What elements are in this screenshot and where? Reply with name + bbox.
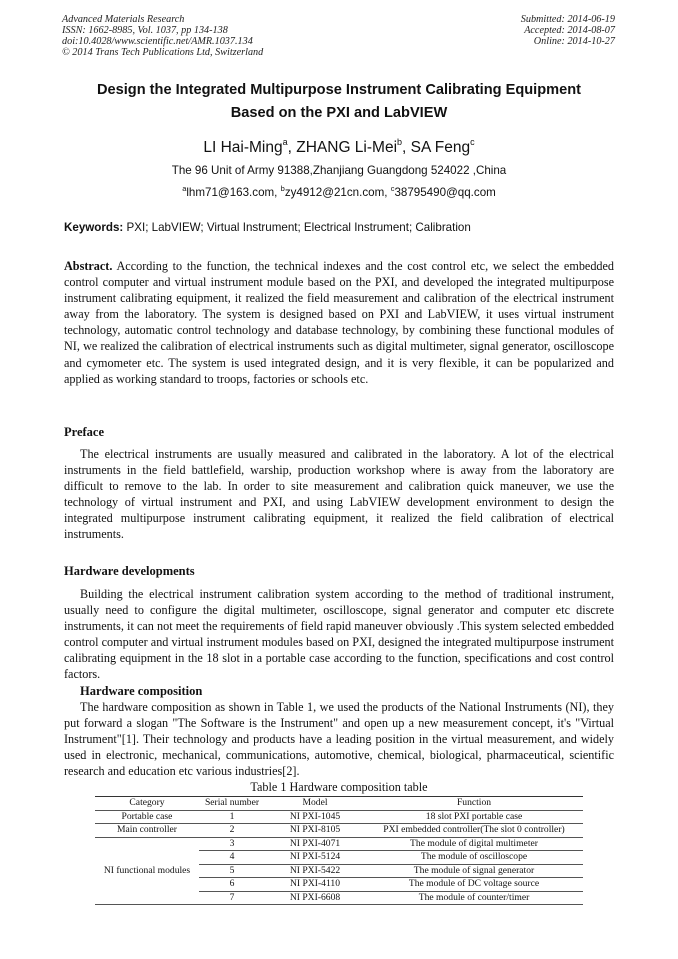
table-row [95, 824, 583, 838]
cell-model: NI PXI-5124 [265, 851, 365, 865]
cell-function: The module of DC voltage source [365, 878, 583, 892]
online-date: Online: 2014-10-27 [533, 36, 615, 47]
cell-category: Main controller [95, 824, 199, 838]
cell-function: The module of signal generator [365, 864, 583, 878]
col-header-model: Model [265, 797, 365, 811]
author-2: ZHANG Li-Mei [296, 139, 398, 156]
table-row [95, 810, 583, 824]
cell-category: Portable case [95, 810, 199, 824]
cell-serial: 4 [199, 851, 265, 865]
issn-line: ISSN: 1662-8985, Vol. 1037, pp 134-138 [62, 25, 228, 36]
cell-model: NI PXI-1045 [265, 810, 365, 824]
accepted-date: Accepted: 2014-08-07 [524, 25, 615, 36]
abstract-text: According to the function, the technical indexes and the cost control etc, we select the embedded control computer and virtual instrument module based on the PXI, and developed the integrated multipurpose instrument calibrating equipment, it realized the field measurement and calibration of the electrical instrument away from the laboratory. The system is designed based on PXI and LabVIEW, it uses virtual instrument technology, automatic control technology and database technology, by combining these functional modules of NI, we realized the calibration of electrical instruments such as digital multimeter, signal generator, oscilloscope and cymometer etc. The system is used integrated design, and it is very flexible, it can be popularized and applied as working standard to troops, factories or schools etc. [64, 259, 615, 386]
cell-model: NI PXI-8105 [265, 824, 365, 838]
cell-serial: 3 [199, 837, 265, 851]
email-3-sup: c [390, 184, 395, 193]
cell-category-group: NI functional modules [95, 837, 199, 905]
email-2[interactable]: zy4912@21cn.com, [284, 186, 388, 199]
cell-model: NI PXI-4071 [265, 837, 365, 851]
cell-serial: 5 [199, 864, 265, 878]
email-1-sup: a [182, 184, 187, 193]
email-list [0, 184, 678, 199]
title-line-1: Design the Integrated Multipurpose Instrument Calibrating Equipment [96, 82, 582, 98]
hardware-composition-text: The hardware composition as shown in Table 1, we used the products of the National Instruments (NI), they put forward a slogan "The Software is the Instrument" and open up a new measurement concept, it's "Virtual Instrument"[1]. Their technology and products have a leading position in the virtual measurement, and widely used in electronic, mechanical, communications, automotive, chemical, biological, pharmaceutical, scientific research and education etc various industries[2]. [64, 700, 614, 779]
author-1-sup: a [282, 137, 288, 147]
author-list: LI Hai-Ming$^a$, ZHANG Li-Mei$^b$, SA Feng$^c$ [203, 137, 475, 156]
paper-title [40, 79, 638, 125]
cell-function: The module of digital multimeter [365, 837, 583, 851]
cell-model: NI PXI-6608 [265, 891, 365, 905]
cell-serial: 6 [199, 878, 265, 892]
journal-header-right [521, 14, 615, 47]
cell-serial: 1 [199, 810, 265, 824]
hardware-heading: Hardware developments [64, 564, 195, 578]
keywords [64, 221, 471, 234]
cell-function: The module of counter/timer [365, 891, 583, 905]
copyright-line: © 2014 Trans Tech Publications Ltd, Switzerland [62, 47, 264, 58]
author-3-sup: c [470, 137, 475, 147]
author-2-sup: b [397, 137, 403, 147]
doi-line: doi:10.4028/www.scientific.net/AMR.1037.134 [62, 36, 253, 47]
email-1[interactable]: lhm71@163.com, [186, 186, 278, 199]
hardware-table [95, 796, 583, 905]
submitted-date: Submitted: 2014-06-19 [520, 14, 615, 25]
cell-model: NI PXI-4110 [265, 878, 365, 892]
preface-text: The electrical instruments are usually measured and calibrated in the laboratory. A lot of the electrical instruments in the field battlefield, warship, production workshop where is away from the laboratory are difficult to remove to the lab. In order to site measurement and calibration quick maneuver, we use the technology of virtual instrument and PXI, and using LabVIEW development environment to design the integrated multipurpose instrument calibrating equipment, it realized the field calibration of electrical instruments. [64, 447, 614, 542]
table-header-row [95, 797, 583, 811]
affiliation: The 96 Unit of Army 91388,Zhanjiang Guangdong 524022 ,China [171, 164, 507, 177]
hardware-composition-heading: Hardware composition [80, 684, 203, 698]
abstract [64, 258, 614, 387]
preface-heading: Preface [64, 425, 105, 439]
col-header-serial: Serial number [199, 797, 265, 811]
cell-function: PXI embedded controller(The slot 0 controller) [365, 824, 583, 838]
email-3[interactable]: 38795490@qq.com [394, 186, 496, 199]
col-header-function: Function [365, 797, 583, 811]
cell-serial: 7 [199, 891, 265, 905]
cell-function: The module of oscilloscope [365, 851, 583, 865]
abstract-label: Abstract. [64, 259, 113, 273]
col-header-category: Category [95, 797, 199, 811]
table-caption: Table 1 Hardware composition table [250, 780, 428, 794]
table-row [95, 837, 583, 851]
title-line-2: Based on the PXI and LabVIEW [230, 105, 448, 121]
author-3: SA Feng [410, 139, 471, 156]
author-1: LI Hai-Ming [203, 139, 283, 156]
cell-serial: 2 [199, 824, 265, 838]
keywords-label: Keywords: [64, 221, 124, 234]
hardware-text: Building the electrical instrument calibration system according to the method of traditional instrument, usually need to configure the digital multimeter, oscilloscope, signal generator and computer etc discrete instruments, it can not meet the requirements of field rapid maneuver obviously .This system selected embedded control computer and virtual instrument modules based on PXI, designed the integrated multipurpose instrument calibrating equipment in the 18 slot in a portable case according to the function, specifications and cost control factors. [64, 587, 614, 682]
journal-header-left [62, 14, 263, 58]
keywords-text: PXI; LabVIEW; Virtual Instrument; Electrical Instrument; Calibration [126, 221, 471, 234]
email-2-sup: b [280, 184, 285, 193]
cell-function: 18 slot PXI portable case [365, 810, 583, 824]
cell-model: NI PXI-5422 [265, 864, 365, 878]
journal-name: Advanced Materials Research [62, 14, 185, 25]
